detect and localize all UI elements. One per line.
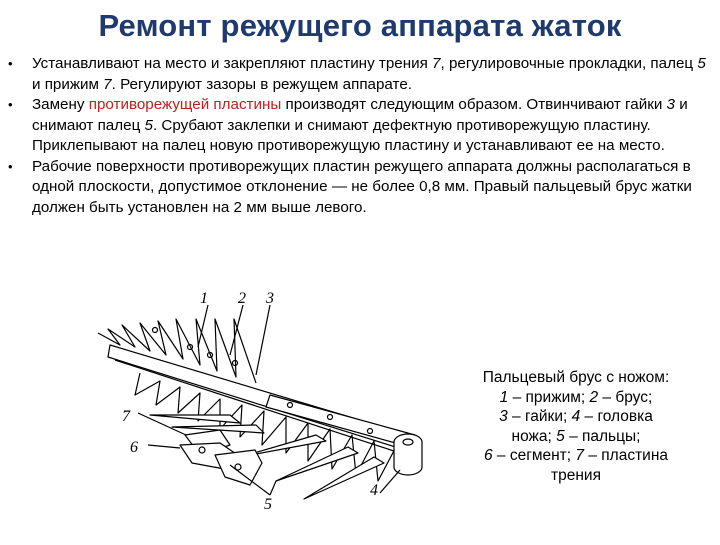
ref-number: 2 — [589, 388, 599, 406]
ref-number: 4 — [571, 408, 581, 425]
ref-number: 5 — [556, 427, 565, 445]
ref-number: 5 — [144, 116, 153, 134]
label-5: 5 — [264, 496, 272, 513]
text-run: – прижим; — [508, 388, 590, 406]
caption-line: трения — [551, 466, 601, 484]
ref-number: 7 — [432, 55, 441, 72]
label-7: 7 — [122, 408, 130, 425]
ref-number: 1 — [499, 388, 509, 406]
ref-number: 3 — [666, 96, 675, 113]
text-run: – гайки; — [507, 408, 572, 425]
label-2: 2 — [238, 290, 246, 307]
caption-line: Пальцевый брус с ножом: — [482, 369, 670, 386]
text-run: Устанавливают на место и закрепляют пластину трения — [32, 55, 433, 72]
text-run: – головка — [580, 408, 653, 425]
ref-number: 6 — [483, 447, 493, 464]
text-run: Замену — [32, 96, 89, 113]
caption-line — [445, 446, 707, 466]
ref-number: 7 — [575, 447, 585, 464]
bullet-item-3 — [8, 157, 708, 219]
bullet-text: Рабочие поверхности противорежущих пластин режущего аппарата должны располагаться в одной плоскости, допустимое отклонение — не более 0,8 мм. Правый пальцевый брус жатки должен быть установлен на 2 мм выше левого. — [32, 157, 692, 216]
text-run: . Срубают заклепки и снимают дефектную противорежущую пластину. Приклепывают на палец новую противорежущую пластину и устанавливают ее на место. — [32, 116, 665, 154]
finger-bar-illustration — [80, 285, 440, 540]
caption-line — [445, 427, 707, 447]
bullet-item-1 — [8, 54, 708, 95]
figure-caption — [445, 368, 707, 485]
text-run: – сегмент; — [492, 447, 576, 464]
bullet-marker: • — [8, 158, 13, 174]
text-run: . Регулируют зазоры в режущем аппарате. — [111, 75, 412, 93]
bullet-item-2 — [8, 95, 708, 157]
text-run: производят следующим образом. Отвинчивают гайки — [281, 96, 667, 113]
text-run: – пальцы; — [564, 427, 641, 445]
text-run: и прижим — [32, 75, 104, 93]
finger-bar-drawing — [80, 285, 440, 540]
bullet-text — [32, 95, 708, 157]
text-run: ножа; — [511, 427, 557, 445]
bullet-marker: • — [8, 56, 13, 71]
ref-number: 7 — [103, 75, 112, 93]
label-1: 1 — [200, 290, 208, 307]
highlight-text: противорежущей пластины — [88, 96, 282, 113]
caption-line — [445, 407, 707, 427]
text-run: и снимают палец — [32, 96, 688, 134]
text-run: – брус; — [598, 388, 653, 406]
bullet-list — [8, 54, 708, 218]
text-run: , регулировочные прокладки, палец — [440, 55, 698, 72]
bullet-text — [32, 54, 708, 95]
bullet-marker: • — [8, 97, 13, 112]
label-3: 3 — [266, 290, 274, 307]
ref-number: 3 — [499, 408, 508, 425]
label-4: 4 — [370, 482, 378, 499]
label-6: 6 — [130, 439, 138, 456]
slide-title: Ремонт режущего аппарата жаток — [98, 8, 622, 43]
ref-number: 5 — [697, 55, 706, 72]
caption-line — [445, 388, 707, 408]
text-run: – пластина — [584, 447, 669, 464]
